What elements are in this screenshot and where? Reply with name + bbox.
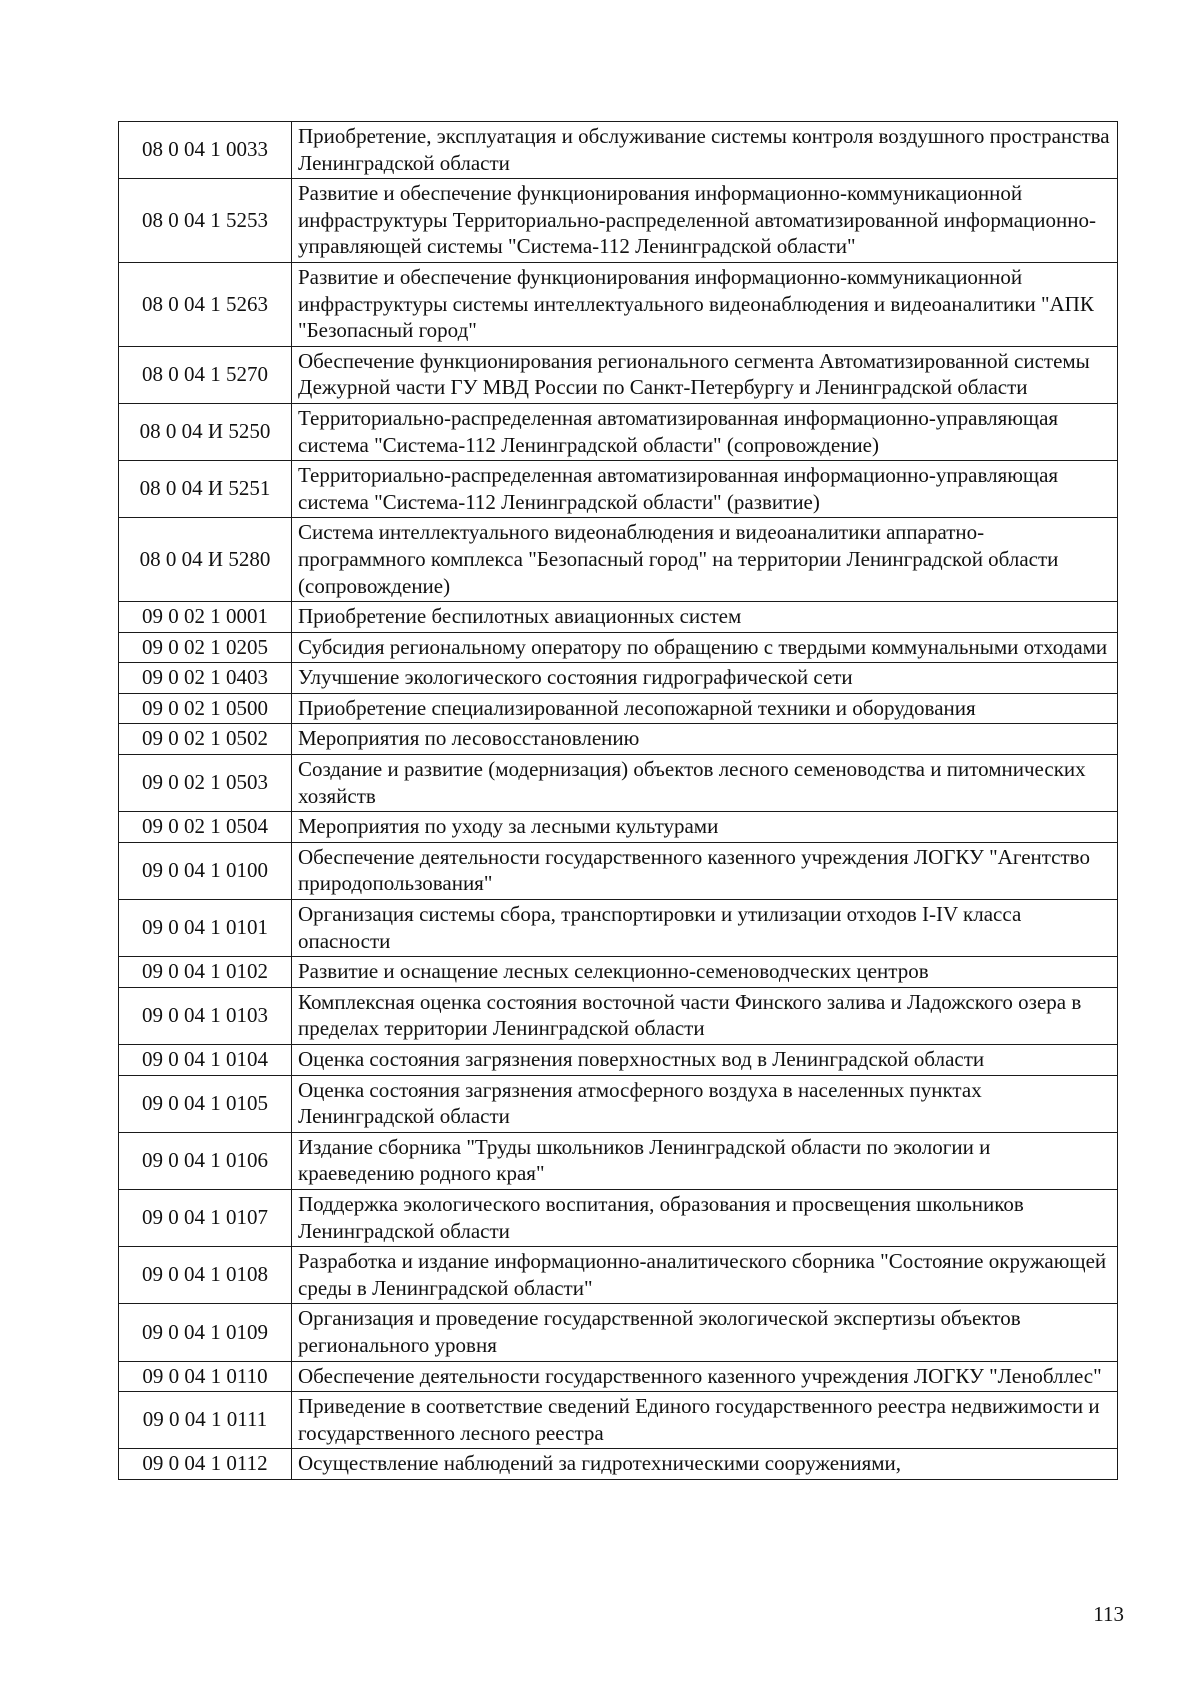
table-row [119, 812, 1118, 843]
row-code: 09 0 04 1 0106 [119, 1132, 292, 1189]
table-row [119, 1189, 1118, 1246]
row-description: Обеспечение функционирования регионального сегмента Автоматизированной системы Дежурной части ГУ МВД России по Санкт-Петербургу и Ленинградской области [292, 346, 1118, 403]
row-code: 09 0 02 1 0001 [119, 602, 292, 633]
table-row [119, 262, 1118, 346]
row-description: Комплексная оценка состояния восточной части Финского залива и Ладожского озера в пределах территории Ленинградской области [292, 987, 1118, 1044]
row-code: 09 0 02 1 0205 [119, 632, 292, 663]
row-description: Приобретение специализированной лесопожарной техники и оборудования [292, 693, 1118, 724]
row-code: 09 0 04 1 0107 [119, 1189, 292, 1246]
table-row [119, 1304, 1118, 1361]
table-row [119, 663, 1118, 694]
row-code: 09 0 02 1 0503 [119, 755, 292, 812]
table-row [119, 122, 1118, 179]
row-code: 09 0 04 1 0105 [119, 1075, 292, 1132]
row-code: 08 0 04 1 5263 [119, 262, 292, 346]
row-code: 09 0 04 1 0109 [119, 1304, 292, 1361]
table-row [119, 957, 1118, 988]
row-code: 08 0 04 И 5280 [119, 518, 292, 602]
row-code: 09 0 02 1 0500 [119, 693, 292, 724]
row-description: Издание сборника "Труды школьников Ленинградской области по экологии и краеведению родного края" [292, 1132, 1118, 1189]
row-code: 09 0 04 1 0111 [119, 1392, 292, 1449]
table-row [119, 602, 1118, 633]
row-description: Улучшение экологического состояния гидрографической сети [292, 663, 1118, 694]
row-code: 09 0 04 1 0100 [119, 842, 292, 899]
row-code: 09 0 04 1 0101 [119, 900, 292, 957]
table-row [119, 1392, 1118, 1449]
row-code: 08 0 04 1 5270 [119, 346, 292, 403]
table-row [119, 403, 1118, 460]
row-description: Организация и проведение государственной экологической экспертизы объектов регионального уровня [292, 1304, 1118, 1361]
table-row [119, 1045, 1118, 1076]
row-code: 09 0 02 1 0403 [119, 663, 292, 694]
row-description: Осуществление наблюдений за гидротехническими сооружениями, [292, 1449, 1118, 1480]
row-code: 09 0 04 1 0112 [119, 1449, 292, 1480]
row-description: Разработка и издание информационно-аналитического сборника "Состояние окружающей среды в Ленинградской области" [292, 1247, 1118, 1304]
row-description: Развитие и обеспечение функционирования информационно-коммуникационной инфраструктуры Территориально-распределенной автоматизированной информационно-управляющей системы "Система-112 Ленинградской области" [292, 179, 1118, 263]
table-row [119, 1132, 1118, 1189]
row-description: Территориально-распределенная автоматизированная информационно-управляющая система "Система-112 Ленинградской области" (развитие) [292, 461, 1118, 518]
table-body [119, 122, 1118, 1480]
table-row [119, 693, 1118, 724]
row-code: 08 0 04 1 0033 [119, 122, 292, 179]
table-row [119, 724, 1118, 755]
row-code: 09 0 02 1 0504 [119, 812, 292, 843]
row-description: Система интеллектуального видеонаблюдения и видеоаналитики аппаратно-программного комплекса "Безопасный город" на территории Ленинградской области (сопровождение) [292, 518, 1118, 602]
table-row [119, 518, 1118, 602]
table-row [119, 461, 1118, 518]
row-code: 09 0 04 1 0102 [119, 957, 292, 988]
row-description: Создание и развитие (модернизация) объектов лесного семеноводства и питомнических хозяйств [292, 755, 1118, 812]
table-row [119, 987, 1118, 1044]
table-row [119, 900, 1118, 957]
row-description: Обеспечение деятельности государственного казенного учреждения ЛОГКУ "Агентство природопользования" [292, 842, 1118, 899]
row-code: 08 0 04 1 5253 [119, 179, 292, 263]
row-code: 08 0 04 И 5251 [119, 461, 292, 518]
table-row [119, 1075, 1118, 1132]
table-row [119, 842, 1118, 899]
row-description: Оценка состояния загрязнения атмосферного воздуха в населенных пунктах Ленинградской области [292, 1075, 1118, 1132]
table-row [119, 1247, 1118, 1304]
table-row [119, 179, 1118, 263]
row-code: 09 0 04 1 0110 [119, 1361, 292, 1392]
row-description: Мероприятия по уходу за лесными культурами [292, 812, 1118, 843]
row-description: Приведение в соответствие сведений Единого государственного реестра недвижимости и государственного лесного реестра [292, 1392, 1118, 1449]
table-row [119, 1449, 1118, 1480]
row-code: 09 0 04 1 0104 [119, 1045, 292, 1076]
row-description: Субсидия региональному оператору по обращению с твердыми коммунальными отходами [292, 632, 1118, 663]
row-code: 09 0 04 1 0108 [119, 1247, 292, 1304]
row-code: 09 0 02 1 0502 [119, 724, 292, 755]
row-description: Приобретение беспилотных авиационных систем [292, 602, 1118, 633]
row-code: 08 0 04 И 5250 [119, 403, 292, 460]
row-description: Организация системы сбора, транспортировки и утилизации отходов I-IV класса опасности [292, 900, 1118, 957]
row-code: 09 0 04 1 0103 [119, 987, 292, 1044]
row-description: Мероприятия по лесовосстановлению [292, 724, 1118, 755]
row-description: Оценка состояния загрязнения поверхностных вод в Ленинградской области [292, 1045, 1118, 1076]
table-row [119, 1361, 1118, 1392]
row-description: Территориально-распределенная автоматизированная информационно-управляющая система "Система-112 Ленинградской области" (сопровождение) [292, 403, 1118, 460]
row-description: Приобретение, эксплуатация и обслуживание системы контроля воздушного пространства Ленинградской области [292, 122, 1118, 179]
table-row [119, 755, 1118, 812]
row-description: Развитие и обеспечение функционирования информационно-коммуникационной инфраструктуры системы интеллектуального видеонаблюдения и видеоаналитики "АПК "Безопасный город" [292, 262, 1118, 346]
table-row [119, 632, 1118, 663]
budget-codes-table-wrapper [118, 121, 1118, 1480]
row-description: Обеспечение деятельности государственного казенного учреждения ЛОГКУ "Ленобллес" [292, 1361, 1118, 1392]
budget-codes-table [118, 121, 1118, 1480]
row-description: Поддержка экологического воспитания, образования и просвещения школьников Ленинградской области [292, 1189, 1118, 1246]
row-description: Развитие и оснащение лесных селекционно-семеноводческих центров [292, 957, 1118, 988]
table-row [119, 346, 1118, 403]
page-number: 113 [1093, 1602, 1124, 1626]
